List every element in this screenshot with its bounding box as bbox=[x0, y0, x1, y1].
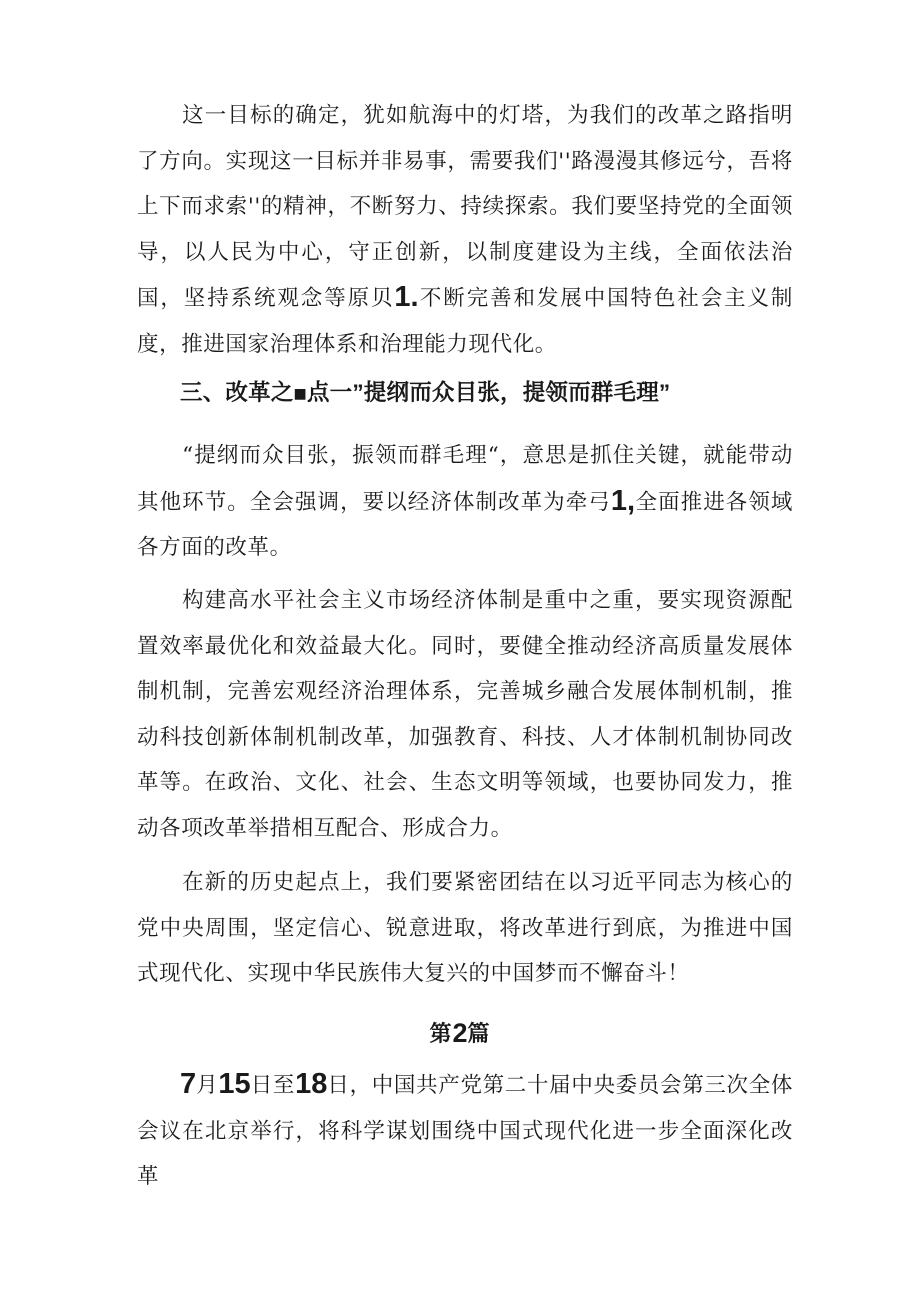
heading-text: 三、改革之 bbox=[180, 380, 294, 405]
paragraph-new-starting-point: 在新的历史起点上，我们要紧密团结在以习近平同志为核心的党中央周围，坚定信心、锐意进取，将改革进行到底，为推进中国式现代化、实现中华民族伟大复兴的中国梦而不懈奋斗！ bbox=[137, 870, 793, 986]
paragraph-text: 月 bbox=[196, 1073, 219, 1098]
section-title-part-2 bbox=[0, 1011, 920, 1057]
section-title-text: 第 bbox=[429, 1021, 453, 1047]
paragraph-numeral: 1. bbox=[394, 281, 419, 313]
paragraph-text: 日，中国共产党第二十届中央委员会第三次全体会议在北京举行，将科学谋划围绕中国式现代化进一步全面深化改革 bbox=[137, 1073, 793, 1189]
paragraph-key-link bbox=[137, 433, 793, 571]
paragraph-text: 全面推进各领域各方面的改革。 bbox=[137, 489, 793, 560]
date-number: 15 bbox=[218, 1068, 251, 1100]
paragraph-text: “提纲而众目张，振领而群毛理“，意思是抓住关键，就能带动其他环节。全会强调，要以经济体制改革为牵弓 bbox=[137, 443, 793, 515]
paragraph-plenum-date bbox=[137, 1062, 793, 1200]
paragraph-text: 这一目标的确定，犹如航海中的灯塔，为我们的改革之路指明了方向。实现这一目标并非易事，需要我们''路漫漫其修远兮，吾将上下而求索''的精神，不断努力、持续探索。我们要坚持党的全面领导，以人民为中心，守正创新，以制度建设为主线，全面依法治国，坚持系统观念等原贝 bbox=[137, 103, 793, 311]
paragraph-text: 不断完善和发展中国特色社会主义制度，推进国家治理体系和治理能力现代化。 bbox=[137, 286, 793, 357]
paragraph-market-economy: 构建高水平社会主义市场经济体制是重中之重，要实现资源配置效率最优化和效益最大化。同时，要健全推动经济高质量发展体制机制，完善宏观经济治理体系，完善城乡融合发展体制机制，推动科技创新体制机制改革，加强教育、科技、人才体制机制协同改革等。在政治、文化、社会、生态文明等领域，也要协同发力，推动各项改革举措相互配合、形成合力。 bbox=[137, 588, 793, 841]
section-heading-three bbox=[180, 370, 800, 417]
paragraph-text: 日至 bbox=[250, 1073, 296, 1098]
heading-text: 点一”提纲而众目张，提领而群毛理” bbox=[306, 380, 671, 405]
section-title-text: 篇 bbox=[467, 1021, 491, 1047]
paragraph-goal-lighthouse bbox=[137, 93, 793, 367]
date-number: 18 bbox=[295, 1068, 328, 1100]
paragraph-numeral: 1, bbox=[610, 484, 636, 517]
section-title-number: 2 bbox=[452, 1018, 468, 1048]
date-number: 7 bbox=[180, 1068, 197, 1100]
garbled-box-glyph: ■ bbox=[293, 386, 307, 402]
